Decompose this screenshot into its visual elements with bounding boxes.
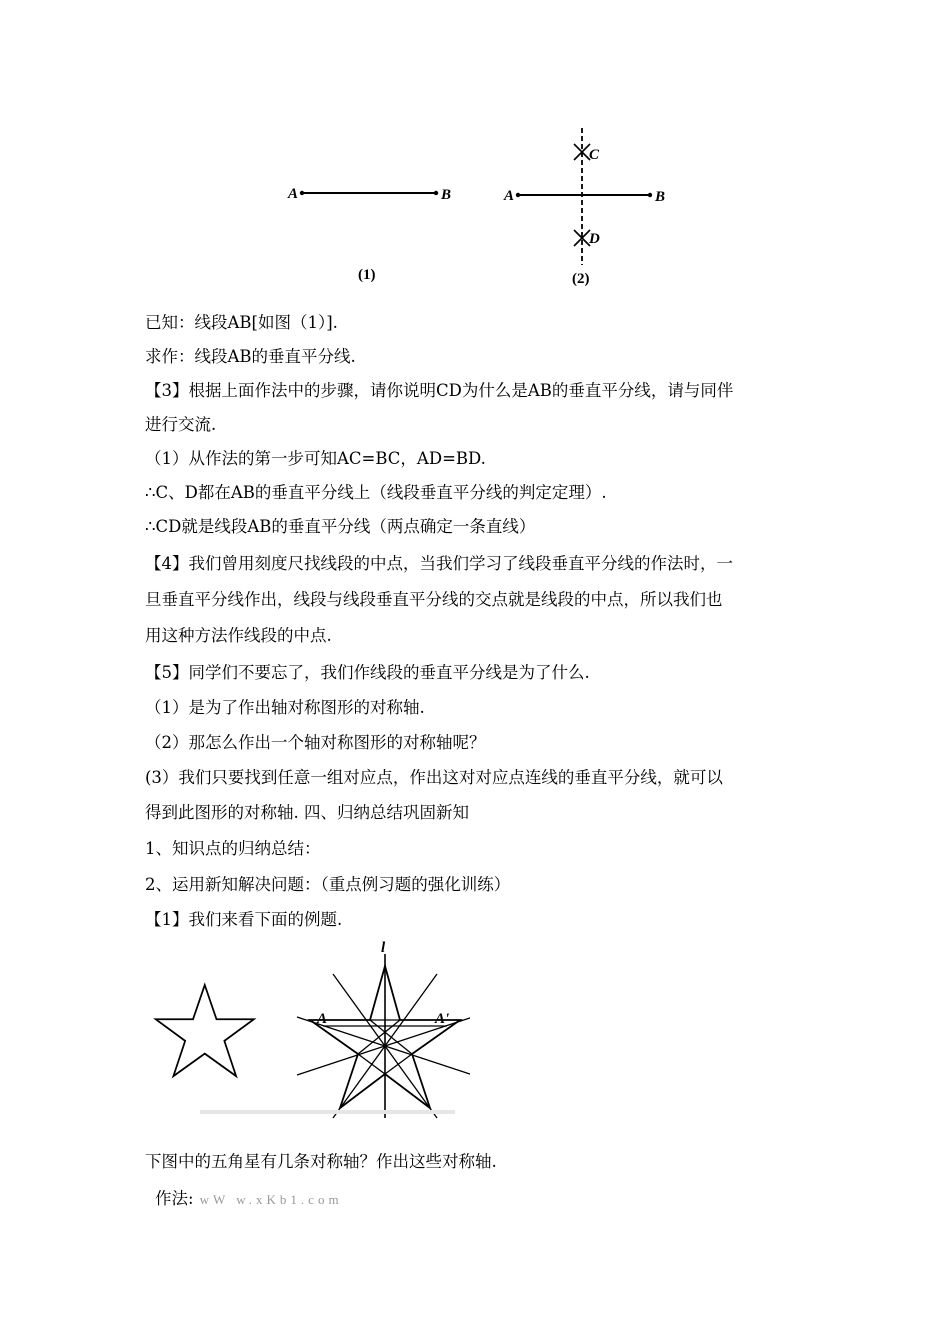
question-line: 下图中的五角星有几条对称轴？作出这些对称轴. [145,1152,497,1171]
text-line-12: （1）是为了作出轴对称图形的对称轴. [145,698,425,717]
method-label: 作法: [155,1189,194,1208]
star-plain [156,985,254,1076]
figure-segment-construction [270,120,690,295]
label-b-fig1: B [441,187,452,203]
text-line-4: 进行交流. [145,415,217,434]
text-line-16: 1、知识点的归纳总结： [145,839,321,858]
label-c-fig2: C [589,147,600,163]
inner-edge-4 [385,1054,412,1074]
text-line-7: ∴CD就是线段AB的垂直平分线（两点确定一条直线） [145,517,536,536]
text-line-11: 【5】同学们不要忘了，我们作线段的垂直平分线是为了什么. [145,663,590,682]
text-line-18: 【1】我们来看下面的例题. [145,910,343,929]
figure-stars [140,938,470,1123]
label-a-prime-star: A' [435,1011,450,1027]
method-line [155,1182,343,1217]
point-a-fig2 [516,193,520,197]
text-line-17: 2、运用新知解决问题：（重点例习题的强化训练） [145,875,511,894]
text-line-9: 旦垂直平分线作出，线段与线段垂直平分线的交点就是线段的中点，所以我们也 [145,590,723,609]
text-line-8: 【4】我们曾用刻度尺找线段的中点，当我们学习了线段垂直平分线的作法时，一 [145,554,733,573]
text-line-14: (3）我们只要找到任意一组对应点，作出这对对应点连线的垂直平分线，就可以 [145,768,723,787]
label-a-fig1: A [288,186,299,202]
point-b-fig2 [648,193,652,197]
text-line-10: 用这种方法作线段的中点. [145,626,332,645]
label-b-fig2: B [655,189,666,205]
caption-fig2: (2) [572,271,590,287]
text-line-2: 求作：线段AB的垂直平分线. [145,347,356,366]
caption-fig1: (1) [358,267,376,283]
star-with-axes [297,940,470,1118]
text-line-6: ∴C、D都在AB的垂直平分线上（线段垂直平分线的判定定理）. [145,483,607,502]
text-line-15: 得到此图形的对称轴. 四、归纳总结巩固新知 [145,803,469,822]
label-l: l [381,940,386,956]
label-a-fig2: A [504,188,515,204]
scan-noise [200,1110,455,1114]
point-a-fig1 [300,191,304,195]
point-b-fig1 [434,191,438,195]
watermark-text: wW w.xKb1.com [199,1192,343,1207]
text-line-13: （2）那怎么作出一个轴对称图形的对称轴呢？ [145,733,486,752]
inner-edge-3 [358,1054,385,1074]
label-a-star: A [317,1011,328,1027]
label-d-fig2: D [589,231,600,247]
text-line-3: 【3】根据上面作法中的步骤，请你说明CD为什么是AB的垂直平分线，请与同伴 [145,381,734,400]
text-line-5: （1）从作法的第一步可知AC=BC，AD=BD. [145,449,486,468]
text-line-1: 已知：线段AB[如图（1）]. [145,313,338,332]
